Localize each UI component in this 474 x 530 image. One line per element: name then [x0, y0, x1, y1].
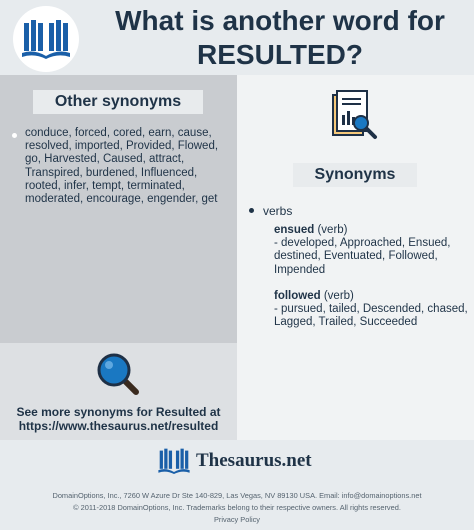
- document-magnifier-icon: [331, 89, 379, 145]
- title-line-1: What is another word for: [115, 5, 445, 36]
- footer-copyright: © 2011-2018 DomainOptions, Inc. Trademarks belong to their respective owners. All rights reserved.: [73, 503, 401, 512]
- book-icon: [156, 448, 192, 474]
- synonym-entry: [274, 224, 469, 277]
- entry-synonyms: - developed, Approached, Ensued, destined, Eventuated, Followed, Impended: [274, 237, 451, 276]
- other-synonyms-heading: Other synonyms: [33, 90, 203, 114]
- entry-pos: (verb): [317, 224, 348, 236]
- page-header: [0, 0, 474, 75]
- list-bullet: [12, 133, 17, 138]
- see-more-url[interactable]: https://www.thesaurus.net/resulted: [18, 419, 219, 433]
- synonyms-heading: Synonyms: [293, 163, 417, 187]
- see-more-text: See more synonyms for Resulted at: [16, 405, 221, 419]
- brand-name: Thesaurus.net: [196, 450, 312, 471]
- synonym-entry: [274, 290, 469, 330]
- verbs-bullet: [249, 208, 254, 213]
- magnifier-icon: [96, 352, 140, 396]
- title-line-2: RESULTED?: [197, 39, 363, 70]
- entry-synonyms: - pursued, tailed, Descended, chased, Lagged, Trailed, Succeeded: [274, 303, 468, 329]
- entry-pos: (verb): [323, 290, 354, 302]
- synonyms-panel: [237, 75, 474, 440]
- see-more-panel: [0, 343, 237, 440]
- footer-address: DomainOptions, Inc., 7260 W Azure Dr Ste 140-829, Las Vegas, NV 89130 USA. Email: info@domainoptions.net: [52, 491, 422, 500]
- other-synonyms-panel: [0, 75, 237, 343]
- page-title: [96, 4, 464, 72]
- other-synonyms-list: conduce, forced, cored, earn, cause, resolved, imported, Provided, Flowed, go, Harvested, Caused, attract, Transpired, burdened, Influenced, rooted, infer, tempt, terminated, moderated, encourage, engender, get: [25, 127, 219, 206]
- see-more-link[interactable]: [0, 405, 237, 433]
- entry-word[interactable]: ensued: [274, 224, 315, 236]
- part-of-speech-label: verbs: [263, 204, 293, 218]
- site-logo[interactable]: [13, 6, 79, 72]
- page-footer: [0, 440, 474, 530]
- privacy-policy-link[interactable]: Privacy Policy: [214, 515, 260, 524]
- book-icon: [22, 19, 70, 59]
- entry-word[interactable]: followed: [274, 290, 321, 302]
- footer-logo[interactable]: [156, 448, 326, 474]
